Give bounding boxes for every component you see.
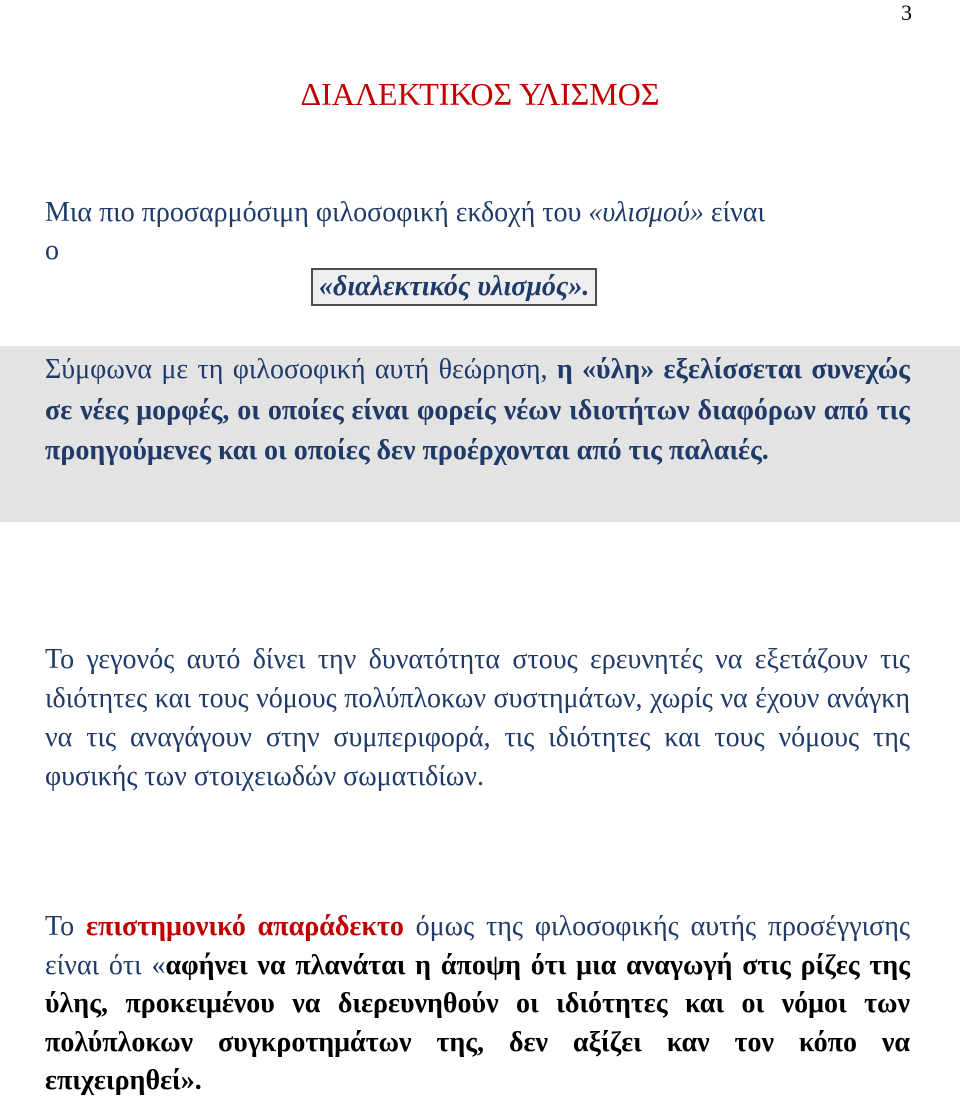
paragraph-1-bold: η «ύλη» εξελίσσεται συνεχώς σε νέες μορφές, οι οποίες είναι φορείς νέων ιδιοτήτων διαφόρων από τις προηγούμενες και οι οποίες δεν προέρχονται από τις παλαιές. [45,354,910,466]
page-number: 3 [901,0,912,25]
intro-paragraph [45,194,915,266]
paragraph-2-text: Το γεγονός αυτό δίνει την δυνατότητα στους ερευνητές να εξετάζουν τις ιδιότητες και τους νόμους πολύπλοκων συστημάτων, χωρίς να έχουν ανάγκη να τις αναγάγουν στην συμπεριφορά, τις ιδιότητες και τους νόμους της φυσικής των στοιχειωδών σωματιδίων. [45,644,910,792]
paragraph-3-start: Το [45,911,87,942]
boxed-term: «διαλεκτικός υλισμός». [311,268,597,306]
intro-text-after: είναι [703,197,765,228]
page-title: ΔΙΑΛΕΚΤΙΚΟΣ ΥΛΙΣΜΟΣ [300,76,660,112]
intro-text-before: Μια πιο προσαρμόσιμη φιλοσοφική εκδοχή του [45,197,589,228]
paragraph-1-normal: Σύμφωνα με τη φιλοσοφική αυτή θεώρηση, [45,354,557,385]
paragraph-3 [45,908,910,1101]
paragraph-2 [45,640,910,796]
paragraph-3-middle: όμως της φιλοσοφικής αυτής προσέγγισης είναι ότι « [45,911,910,981]
paragraph-3-end: ». [180,1065,202,1096]
paragraph-3-black-bold: αφήνει να πλανάται η άποψη ότι μια αναγωγή στις ρίζες της ύλης, προκειμένου να διερευνηθούν οι ιδιότητες και οι νόμοι των πολύπλοκων συγκροτημάτων της, δεν αξίζει καν τον κόπο να επιχειρηθεί [45,949,910,1096]
intro-italic-term: «υλισμού» [588,197,704,228]
paragraph-1 [45,350,910,472]
intro-line2: ο [45,235,59,266]
paragraph-3-red-bold: επιστημονικό απαράδεκτο [86,911,404,942]
